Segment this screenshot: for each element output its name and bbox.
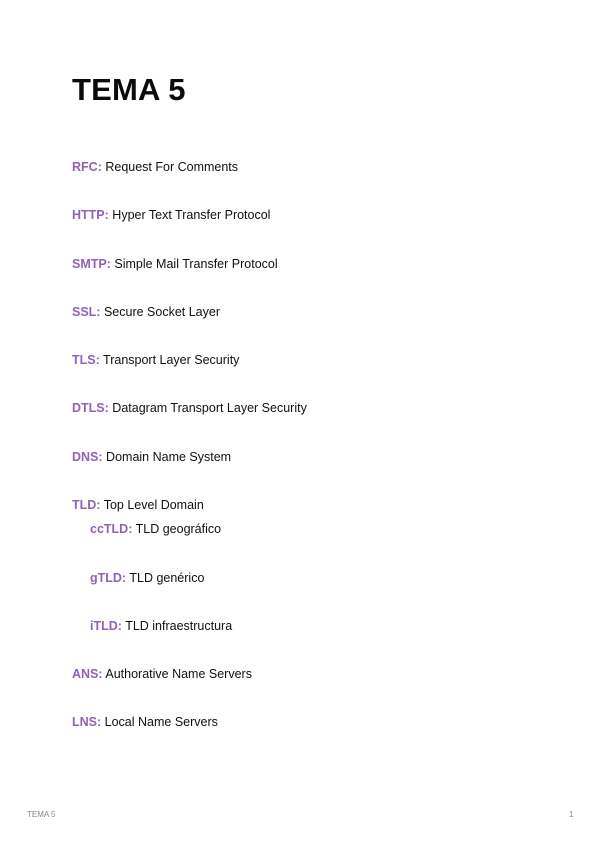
glossary-entry-lns bbox=[72, 714, 218, 730]
entry-abbreviation: gTLD: bbox=[90, 571, 127, 585]
glossary-entry-rfc bbox=[72, 159, 238, 175]
entry-abbreviation: HTTP: bbox=[72, 208, 109, 222]
entry-abbreviation: DTLS: bbox=[72, 401, 109, 415]
entry-abbreviation: DNS: bbox=[72, 450, 103, 464]
glossary-entry-tld bbox=[72, 497, 204, 513]
glossary-entry-ssl bbox=[72, 304, 220, 320]
page-title: TEMA 5 bbox=[72, 72, 186, 107]
entry-definition: Secure Socket Layer bbox=[103, 305, 221, 319]
entry-abbreviation: LNS: bbox=[72, 715, 102, 729]
entry-abbreviation: TLD: bbox=[72, 498, 101, 512]
entry-abbreviation: iTLD: bbox=[90, 619, 122, 633]
entry-definition: Authorative Name Servers bbox=[105, 667, 252, 681]
entry-definition: TLD genérico bbox=[129, 571, 205, 585]
entry-definition: Domain Name System bbox=[106, 450, 232, 464]
glossary-subentry-itld bbox=[90, 618, 232, 634]
entry-definition: Datagram Transport Layer Security bbox=[112, 401, 307, 415]
entry-definition: Local Name Servers bbox=[104, 715, 218, 729]
entry-definition: Transport Layer Security bbox=[103, 353, 240, 367]
entry-definition: TLD infraestructura bbox=[125, 619, 233, 633]
entry-definition: TLD geográfico bbox=[135, 522, 222, 536]
entry-abbreviation: RFC: bbox=[72, 160, 102, 174]
entry-definition: Request For Comments bbox=[105, 160, 239, 174]
glossary-entry-tls bbox=[72, 352, 239, 368]
page-number: 1 bbox=[569, 810, 574, 819]
entry-definition: Top Level Domain bbox=[103, 498, 204, 512]
entry-definition: Hyper Text Transfer Protocol bbox=[112, 208, 271, 222]
glossary-entry-dns bbox=[72, 449, 231, 465]
glossary-subentry-gtld bbox=[90, 570, 204, 586]
entry-abbreviation: TLS: bbox=[72, 353, 100, 367]
entry-abbreviation: SMTP: bbox=[72, 257, 111, 271]
glossary-entry-dtls bbox=[72, 400, 307, 416]
glossary-subentry-cctld bbox=[90, 521, 221, 537]
glossary-entry-http bbox=[72, 207, 270, 223]
entry-definition: Simple Mail Transfer Protocol bbox=[114, 257, 278, 271]
glossary-entry-ans bbox=[72, 666, 252, 682]
glossary-entry-smtp bbox=[72, 256, 278, 272]
entry-abbreviation: ANS: bbox=[72, 667, 103, 681]
entry-abbreviation: SSL: bbox=[72, 305, 101, 319]
entry-abbreviation: ccTLD: bbox=[90, 522, 133, 536]
footer-title: TEMA 5 bbox=[27, 810, 56, 819]
